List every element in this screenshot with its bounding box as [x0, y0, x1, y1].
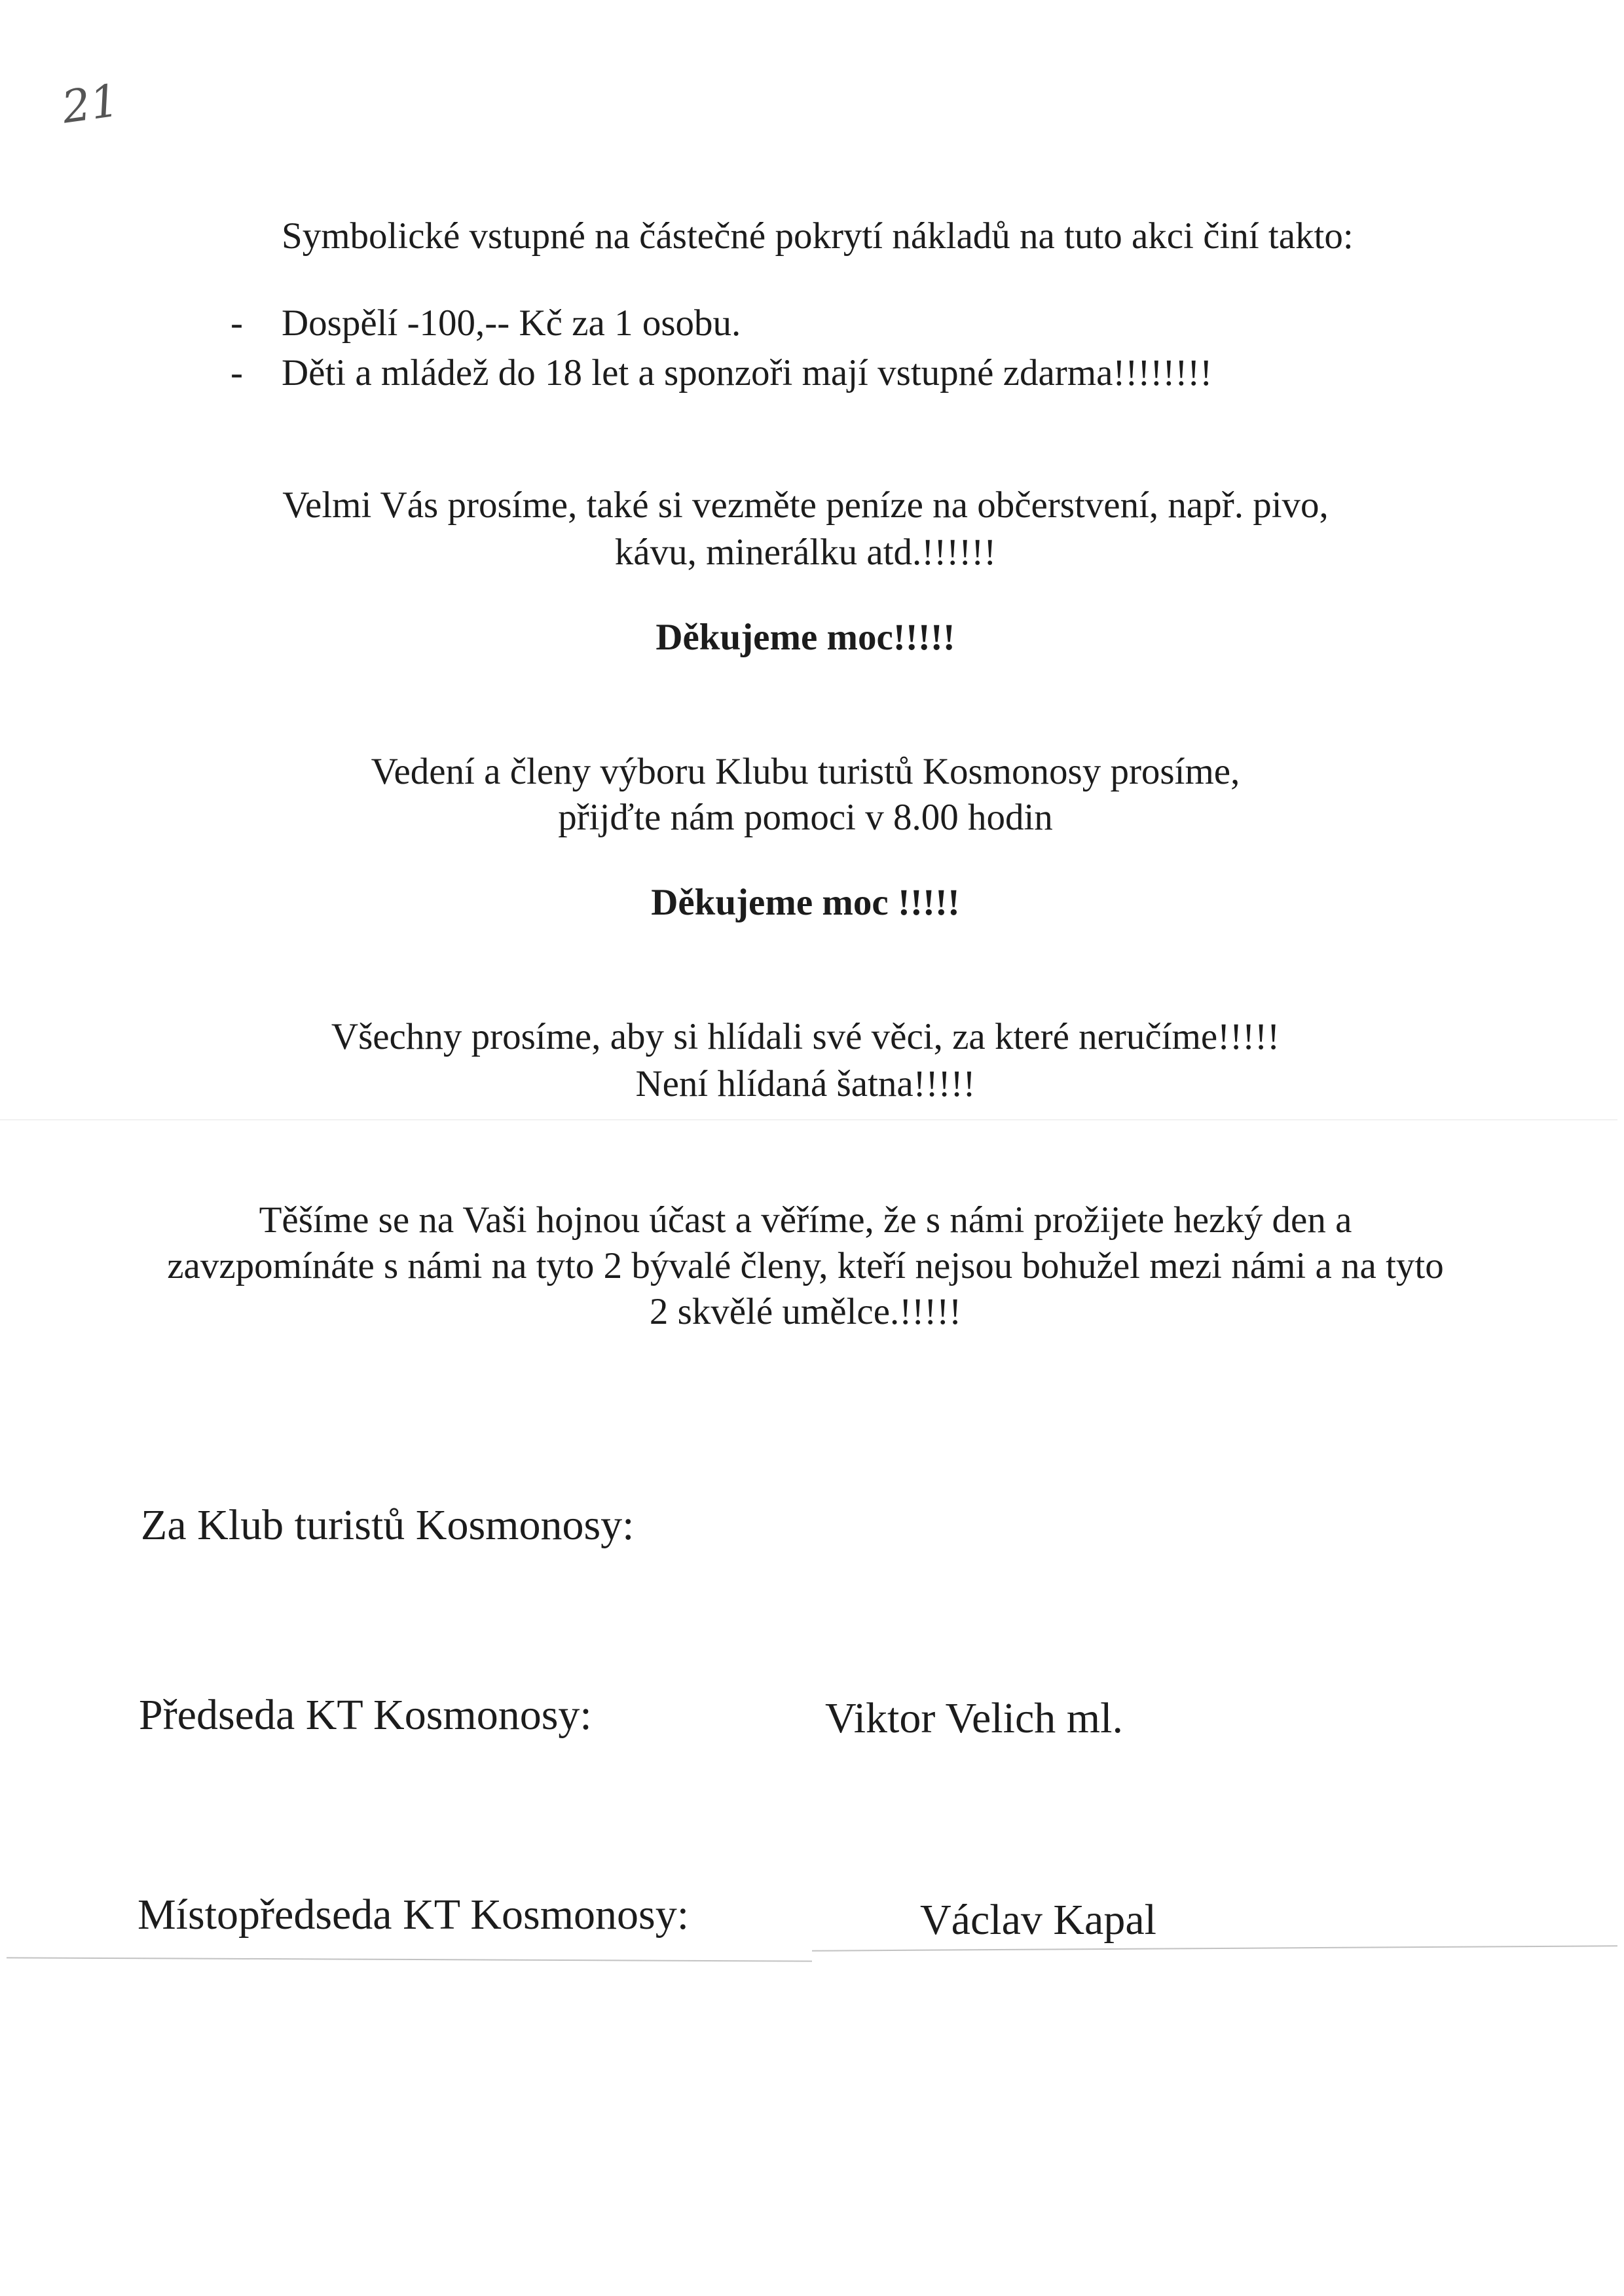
chair-role: Předseda KT Kosmonosy: — [139, 1691, 592, 1739]
fees-intro: Symbolické vstupné na částečné pokrytí nákladů na tuto akci činí takto: — [282, 215, 1354, 257]
fee-item-2-dash: - — [231, 352, 243, 393]
thanks-2: Děkujeme moc !!!!! — [651, 882, 960, 923]
handwritten-page-number: 21 — [58, 75, 122, 134]
chair-name: Viktor Velich ml. — [825, 1694, 1123, 1742]
belongings-line-1: Všechny prosíme, aby si hlídali své věci, za které neručíme!!!!! — [331, 1016, 1280, 1057]
signature-heading: Za Klub turistů Kosmonosy: — [141, 1501, 635, 1549]
scan-line-left — [7, 1957, 812, 1961]
vice-chair-name: Václav Kapal — [920, 1896, 1156, 1944]
fee-item-children: Děti a mládež do 18 let a sponzoři mají vstupné zdarma!!!!!!!! — [282, 352, 1213, 393]
closing-line-3: 2 skvělé umělce.!!!!! — [649, 1291, 962, 1332]
vice-chair-role: Místopředseda KT Kosmonosy: — [138, 1891, 690, 1939]
committee-line-2: přijďte nám pomoci v 8.00 hodin — [558, 797, 1053, 838]
belongings-line-2: Není hlídaná šatna!!!!! — [635, 1063, 976, 1104]
closing-line-1: Těšíme se na Vaši hojnou účast a věříme, že s námi prožijete hezký den a — [259, 1199, 1352, 1241]
scan-line-right — [812, 1945, 1617, 1952]
committee-line-1: Vedení a členy výboru Klubu turistů Kosmonosy prosíme, — [371, 751, 1240, 792]
closing-line-2: zavzpomínáte s námi na tyto 2 bývalé členy, kteří nejsou bohužel mezi námi a na tyto — [167, 1245, 1444, 1286]
refreshments-line-2: kávu, minerálku atd.!!!!!! — [614, 532, 997, 573]
fee-item-adults: Dospělí -100,-- Kč za 1 osobu. — [282, 302, 741, 344]
fee-item-1-dash: - — [231, 302, 243, 344]
refreshments-line-1: Velmi Vás prosíme, také si vezměte peníze na občerstvení, např. pivo, — [282, 484, 1329, 526]
thanks-1: Děkujeme moc!!!!! — [655, 617, 955, 658]
